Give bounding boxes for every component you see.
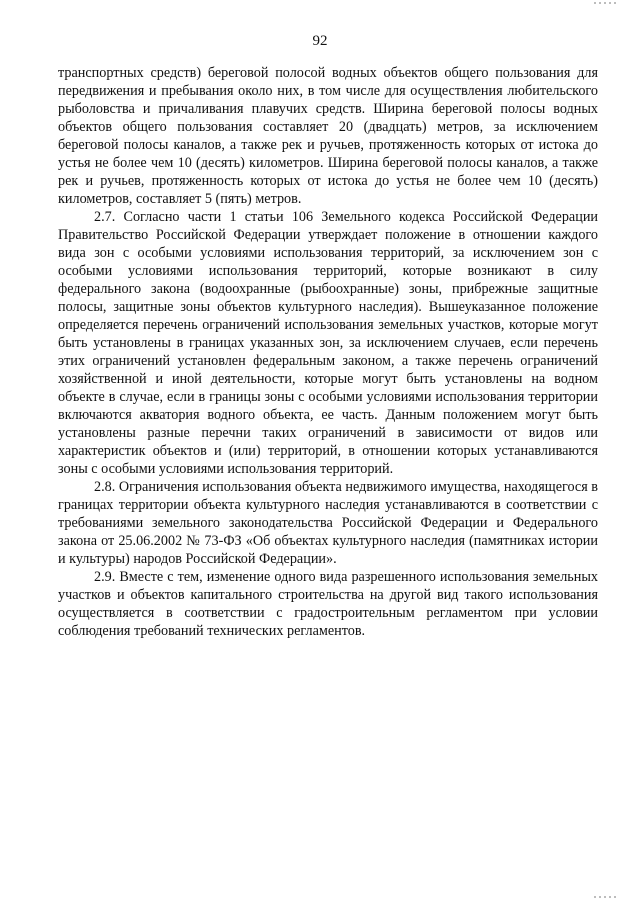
paragraph-text: Согласно части 1 статьи 106 Земельного кодекса Российской Федерации Правительство Российской Федерации утверждает положение в отношении каждого вида зон с особыми условиями использования территорий, за исключением зон с особыми условиями использования территорий, которые возникают в силу федерального закона (водоохранные (рыбоохранные) зоны, прибрежные защитные полосы, защитные зоны объектов культурного наследия). Вышеуказанное положение определяется перечень ограничений использования земельных участков, которые могут быть установлены в границах указанных зон, за исключением случаев, если перечень этих ограничений установлен федеральным законом, а также перечень ограничений хозяйственной и иной деятельности, которые могут быть установлены на водном объекте в случае, если в границы зоны с особыми условиями использования территории включаются акватория водного объекта, ее часть. Данным положением могут быть установлены разные перечни таких ограничений в зависимости от видов или характеристик объектов и (или) территорий, в отношении которых устанавливаются зоны с особыми условиями использования территорий. [58,209,599,477]
document-body [58,64,598,640]
paragraph-2-9 [58,568,598,640]
paragraph-number: 2.9. [94,569,116,585]
paragraph-2-8 [58,478,598,568]
paragraph-2-7 [58,208,598,478]
scan-mark [594,2,616,4]
page-number: 92 [312,33,328,49]
paragraph-continuation [58,64,598,208]
paragraph-number: 2.7. [94,209,116,225]
scan-mark [594,896,616,898]
paragraph-text: транспортных средств) береговой полосой водных объектов общего пользования для передвижения и пребывания около них, в том числе для осуществления любительского рыболовства и причаливания плавучих средств. Ширина береговой полосы водных объектов общего пользования составляет 20 (двадцать) метров, за исключением береговой полосы каналов, а также рек и ручьев, протяженность которых от истока до устья не более чем 10 (десять) километров. Ширина береговой полосы каналов, а также рек и ручьев, протяженность которых от истока до устья не более чем 10 (десять) километров, составляет 5 (пять) метров. [58,65,598,207]
paragraph-number: 2.8. [94,479,116,495]
paragraph-text: Ограничения использования объекта недвижимого имущества, находящегося в границах территории объекта культурного наследия устанавливаются в соответствии с требованиями земельного законодательства Российской Федерации и Федерального закона от 25.06.2002 № 73-ФЗ «Об объектах культурного наследия (памятниках истории и культуры) народов Российской Федерации». [58,479,598,567]
paragraph-text: Вместе с тем, изменение одного вида разрешенного использования земельных участков и объектов капитального строительства на другой вид такого использования осуществляется в соответствии с градостроительным регламентом при условии соблюдения требований технических регламентов. [58,569,599,639]
